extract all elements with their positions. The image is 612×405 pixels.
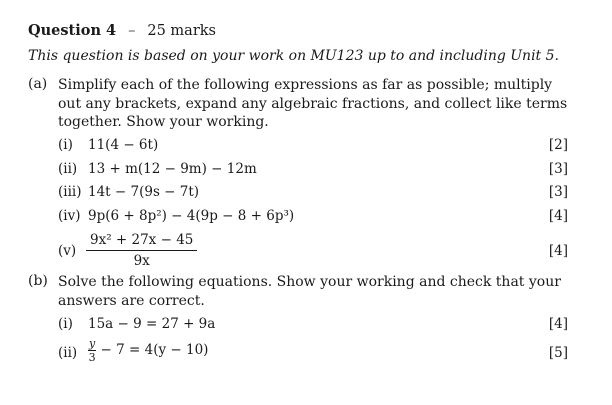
item-b-i-expression: 15a − 9 = 27 + 9a — [88, 316, 216, 332]
item-a-iii-marks: [3] — [548, 184, 568, 200]
part-b-instructions — [58, 273, 561, 310]
item-a-ii-expression: 13 + m(12 − 9m) − 12m — [88, 161, 257, 177]
item-a-v-fraction — [86, 232, 197, 269]
part-a-line-3: together. Show your working. — [58, 114, 269, 130]
item-b-ii-label: (ii) — [58, 345, 78, 361]
item-a-iii-label: (iii) — [58, 184, 82, 200]
part-b-line-2: answers are correct. — [58, 292, 205, 309]
part-a-label: (a) — [28, 76, 48, 92]
fraction-numerator: 9x² + 27x − 45 — [86, 232, 197, 251]
item-a-iv-expression: 9p(6 + 8p²) − 4(9p − 8 + 6p³) — [88, 208, 295, 224]
question-title: Question 4 — [28, 22, 117, 39]
item-a-i-expression: 11(4 − 6t) — [88, 137, 159, 153]
question-marks: 25 marks — [147, 23, 216, 39]
item-b-ii-expression — [88, 338, 208, 363]
fraction — [86, 232, 197, 269]
item-a-ii-marks: [3] — [548, 161, 568, 177]
item-a-i-marks: [2] — [548, 137, 568, 153]
intro-text: This question is based on your work on MU123 up to and including Unit 5. — [28, 48, 559, 64]
part-a-line-2: out any brackets, expand any algebraic fractions, and collect like terms — [58, 95, 568, 112]
item-a-iii-expression: 14t − 7(9s − 7t) — [88, 184, 200, 200]
item-a-i-label: (i) — [58, 137, 73, 153]
equation-rest: − 7 = 4(y − 10) — [100, 342, 209, 358]
item-b-ii-marks: [5] — [548, 345, 568, 361]
part-a-line-1: Simplify each of the following expressions as far as possible; multiply — [58, 77, 553, 93]
item-a-ii-label: (ii) — [58, 161, 78, 177]
part-b-line-1: Solve the following equations. Show your working and check that your — [58, 274, 561, 290]
fraction-denominator: 9x — [133, 253, 150, 269]
small-fraction — [88, 338, 96, 363]
item-a-v-marks: [4] — [548, 243, 568, 259]
item-b-i-marks: [4] — [548, 316, 568, 332]
small-fraction-denominator: 3 — [88, 351, 96, 364]
small-fraction-numerator: y — [89, 337, 96, 350]
item-a-iv-marks: [4] — [548, 208, 568, 224]
item-b-i-label: (i) — [58, 316, 73, 332]
item-a-iv-label: (iv) — [58, 208, 81, 224]
question-heading — [28, 22, 216, 39]
heading-dash: – — [128, 23, 136, 39]
part-b-label: (b) — [28, 273, 48, 289]
part-a-instructions — [58, 76, 567, 132]
item-a-v-label: (v) — [58, 243, 77, 259]
